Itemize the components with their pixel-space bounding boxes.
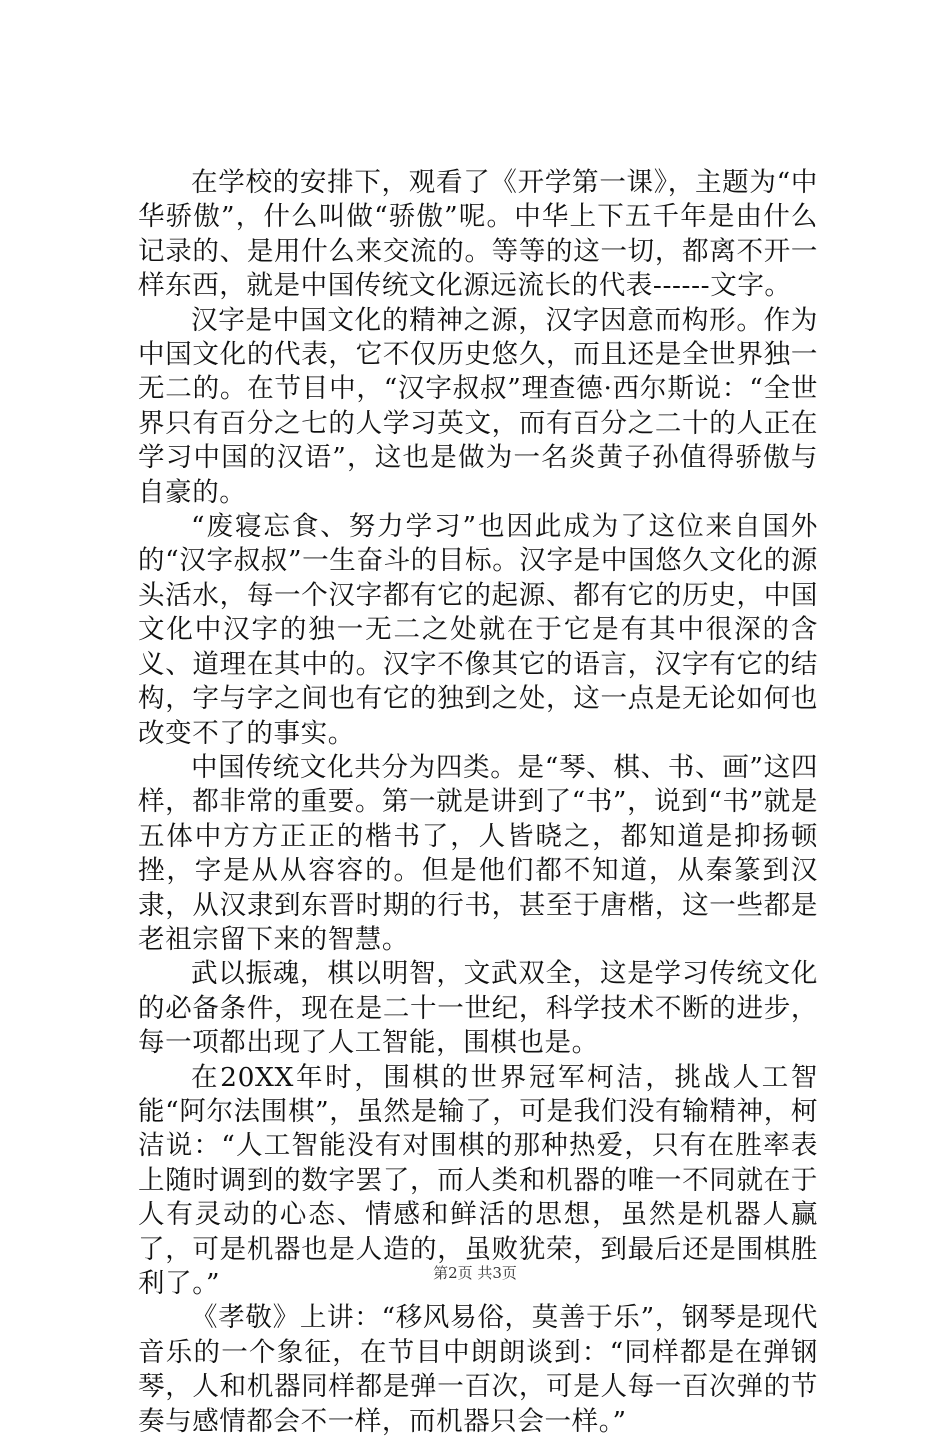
paragraph-6: 在20XX年时，围棋的世界冠军柯洁，挑战人工智能“阿尔法围棋”，虽然是输了，可是我们没有输精神，柯洁说：“人工智能没有对围棋的那种热爱，只有在胜率表上随时调到的数字罢了，而人类和机器的唯一不同就在于人有灵动的心态、情感和鲜活的思想，虽然是机器人赢了，可是机器也是人造的，虽败犹荣，到最后还是围棋胜利了。” [138, 1061, 818, 1299]
paragraph-3: “废寝忘食、努力学习”也因此成为了这位来自国外的“汉字叔叔”一生奋斗的目标。汉字是中国悠久文化的源头活水，每一个汉字都有它的起源、都有它的历史，中国文化中汉字的独一无二之处就在于它是有其中很深的含义、道理在其中的。汉字不像其它的语言，汉字有它的结构，字与字之间也有它的独到之处，这一点是无论如何也改变不了的事实。 [138, 511, 818, 749]
paragraph-1: 在学校的安排下，观看了《开学第一课》，主题为“中华骄傲”，什么叫做“骄傲”呢。中华上下五千年是由什么记录的、是用什么来交流的。等等的这一切，都离不开一样东西，就是中国传统文化源远流长的代表------文字。 [138, 167, 818, 302]
paragraph-7: 《孝敬》上讲：“移风易俗，莫善于乐”，钢琴是现代音乐的一个象征，在节目中朗朗谈到：“同样都是在弹钢琴，人和机器同样都是弹一百次，可是人每一百次弹的节奏与感情都会不一样，而机器只会一样。” [138, 1302, 818, 1437]
paragraph-5: 武以振魂，棋以明智，文武双全，这是学习传统文化的必备条件，现在是二十一世纪，科学技术不断的进步，每一项都出现了人工智能，围棋也是。 [138, 958, 818, 1059]
document-body [138, 166, 818, 1439]
paragraph-2: 汉字是中国文化的精神之源，汉字因意而构形。作为中国文化的代表，它不仅历史悠久，而且还是全世界独一无二的。在节目中，“汉字叔叔”理查德·西尔斯说：“全世界只有百分之七的人学习英文，而有百分之二十的人正在学习中国的汉语”，这也是做为一名炎黄子孙值得骄傲与自豪的。 [138, 304, 818, 508]
paragraph-4: 中国传统文化共分为四类。是“琴、棋、书、画”这四样，都非常的重要。第一就是讲到了“书”，说到“书”就是五体中方方正正的楷书了，人皆晓之，都知道是抑扬顿挫，字是从从容容的。但是他们都不知道，从秦篆到汉隶，从汉隶到东晋时期的行书，甚至于唐楷，这一些都是老祖宗留下来的智慧。 [138, 751, 818, 955]
page-footer: 第2页 共3页 [433, 1264, 517, 1282]
